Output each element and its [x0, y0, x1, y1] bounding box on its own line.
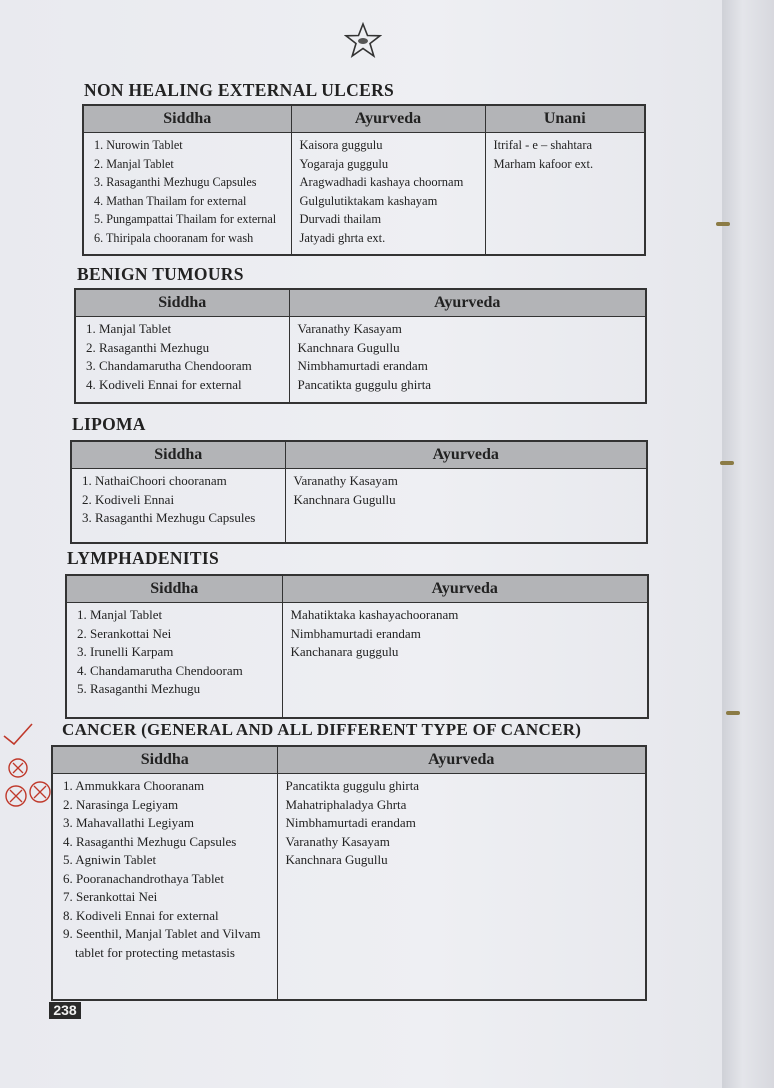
list-item: Mahatiktaka kashayachooranam	[290, 607, 459, 622]
page-number: 238	[49, 1002, 81, 1019]
list-item: 1. Ammukkara Chooranam	[63, 778, 205, 793]
section-heading-cancer: CANCER (GENERAL AND ALL DIFFERENT TYPE OF CANCER)	[62, 720, 582, 739]
list-item: Kanchnara Gugullu	[293, 491, 396, 507]
list-item: 5. Rasaganthi Mezhugu	[77, 681, 201, 696]
table-lymphadenitis	[65, 574, 649, 719]
column-header-unani: Unani	[485, 105, 645, 133]
column-header-ayurveda: Ayurveda	[285, 441, 647, 469]
binding-staple	[726, 711, 740, 715]
list-item: 6. Pooranachandrothaya Tablet	[63, 870, 224, 886]
table-ulcers	[82, 104, 646, 256]
section-heading-lymphadenitis: LYMPHADENITIS	[67, 548, 220, 568]
list-item: Durvadi thailam	[299, 212, 382, 226]
unani-cell	[485, 133, 645, 256]
siddha-cell	[66, 603, 282, 719]
list-item: 1. Manjal Tablet	[77, 607, 163, 622]
list-item: Nimbhamurtadi erandam	[297, 358, 428, 373]
section-heading-ulcers: NON HEALING EXTERNAL ULCERS	[84, 80, 395, 100]
list-item: Mahatriphaladya Ghrta	[285, 796, 407, 812]
list-item: Kaisora guggulu	[299, 138, 383, 152]
list-item: Marham kafoor ext.	[493, 156, 594, 171]
list-item: Gulgulutiktakam kashayam	[299, 193, 438, 208]
page-edge	[722, 0, 774, 1088]
list-item: 8. Kodiveli Ennai for external	[63, 907, 219, 923]
column-header-ayurveda: Ayurveda	[277, 746, 646, 774]
column-header-ayurveda: Ayurveda	[289, 289, 646, 317]
list-item: Aragwadhadi kashaya choornam	[299, 175, 464, 189]
column-header-siddha: Siddha	[52, 746, 277, 774]
siddha-cell	[71, 469, 285, 544]
siddha-cell	[75, 317, 289, 404]
list-item: 5. Agniwin Tablet	[63, 852, 157, 867]
section-heading-lipoma: LIPOMA	[72, 414, 146, 434]
list-item: Nimbhamurtadi erandam	[290, 625, 421, 641]
list-item: Nimbhamurtadi erandam	[285, 815, 416, 830]
list-item: Kanchanara guggulu	[290, 644, 399, 659]
column-header-siddha: Siddha	[71, 441, 285, 469]
list-item: 2. Manjal Tablet	[94, 156, 174, 171]
column-header-siddha: Siddha	[83, 105, 291, 133]
star-emblem-icon	[344, 22, 382, 58]
list-item: 2. Serankottai Nei	[77, 625, 172, 641]
list-item: Varanathy Kasayam	[285, 833, 390, 849]
list-item: 1. Manjal Tablet	[86, 321, 172, 336]
handwritten-check-marks-icon	[0, 720, 80, 820]
list-item: 3. Irunelli Karpam	[77, 644, 174, 659]
list-item: 2. Narasinga Legiyam	[63, 796, 179, 812]
column-header-ayurveda: Ayurveda	[291, 105, 485, 133]
siddha-cell	[52, 774, 277, 1001]
list-item: 6. Thiripala chooranam for wash	[94, 230, 254, 245]
list-item: 3. Mahavallathi Legiyam	[63, 815, 195, 830]
list-item: 4. Kodiveli Ennai for external	[86, 376, 242, 392]
section-heading-benign-tumours: BENIGN TUMOURS	[77, 264, 244, 284]
list-item: 1. Nurowin Tablet	[94, 138, 183, 152]
list-item: 9. Seenthil, Manjal Tablet and Vilvam tablet for protecting metastasis	[63, 926, 261, 960]
list-item: Pancatikta guggulu ghirta	[297, 376, 432, 392]
list-item: 2. Rasaganthi Mezhugu	[86, 339, 210, 355]
list-item: 1. NathaiChoori chooranam	[82, 473, 227, 488]
list-item: Jatyadi ghrta ext.	[299, 230, 386, 245]
list-item: Varanathy Kasayam	[297, 321, 402, 336]
column-header-siddha: Siddha	[66, 575, 282, 603]
siddha-cell	[83, 133, 291, 256]
list-item: 7. Serankottai Nei	[63, 889, 158, 904]
table-cancer	[51, 745, 647, 1001]
list-item: 4. Chandamarutha Chendooram	[77, 662, 243, 678]
list-item: 2. Kodiveli Ennai	[82, 491, 175, 507]
list-item: 4. Mathan Thailam for external	[94, 193, 247, 208]
list-item: 5. Pungampattai Thailam for external	[94, 212, 277, 226]
list-item: Itrifal - e – shahtara	[493, 138, 593, 152]
list-item: Kanchnara Gugullu	[297, 339, 400, 355]
list-item: Varanathy Kasayam	[293, 473, 398, 488]
list-item: Yogaraja guggulu	[299, 156, 389, 171]
ayurveda-cell	[282, 603, 648, 719]
list-item: Pancatikta guggulu ghirta	[285, 778, 420, 793]
table-benign-tumours	[74, 288, 647, 404]
binding-staple	[720, 461, 734, 465]
binding-staple	[716, 222, 730, 226]
list-item: 3. Rasaganthi Mezhugu Capsules	[94, 175, 257, 189]
list-item: Kanchnara Gugullu	[285, 852, 388, 867]
column-header-ayurveda: Ayurveda	[282, 575, 648, 603]
list-item: 3. Rasaganthi Mezhugu Capsules	[82, 510, 256, 525]
ayurveda-cell	[289, 317, 646, 404]
ayurveda-cell	[285, 469, 647, 544]
column-header-siddha: Siddha	[75, 289, 289, 317]
list-item: 3. Chandamarutha Chendooram	[86, 358, 252, 373]
ayurveda-cell	[291, 133, 485, 256]
ayurveda-cell	[277, 774, 646, 1001]
list-item: 4. Rasaganthi Mezhugu Capsules	[63, 833, 237, 849]
table-lipoma	[70, 440, 648, 544]
